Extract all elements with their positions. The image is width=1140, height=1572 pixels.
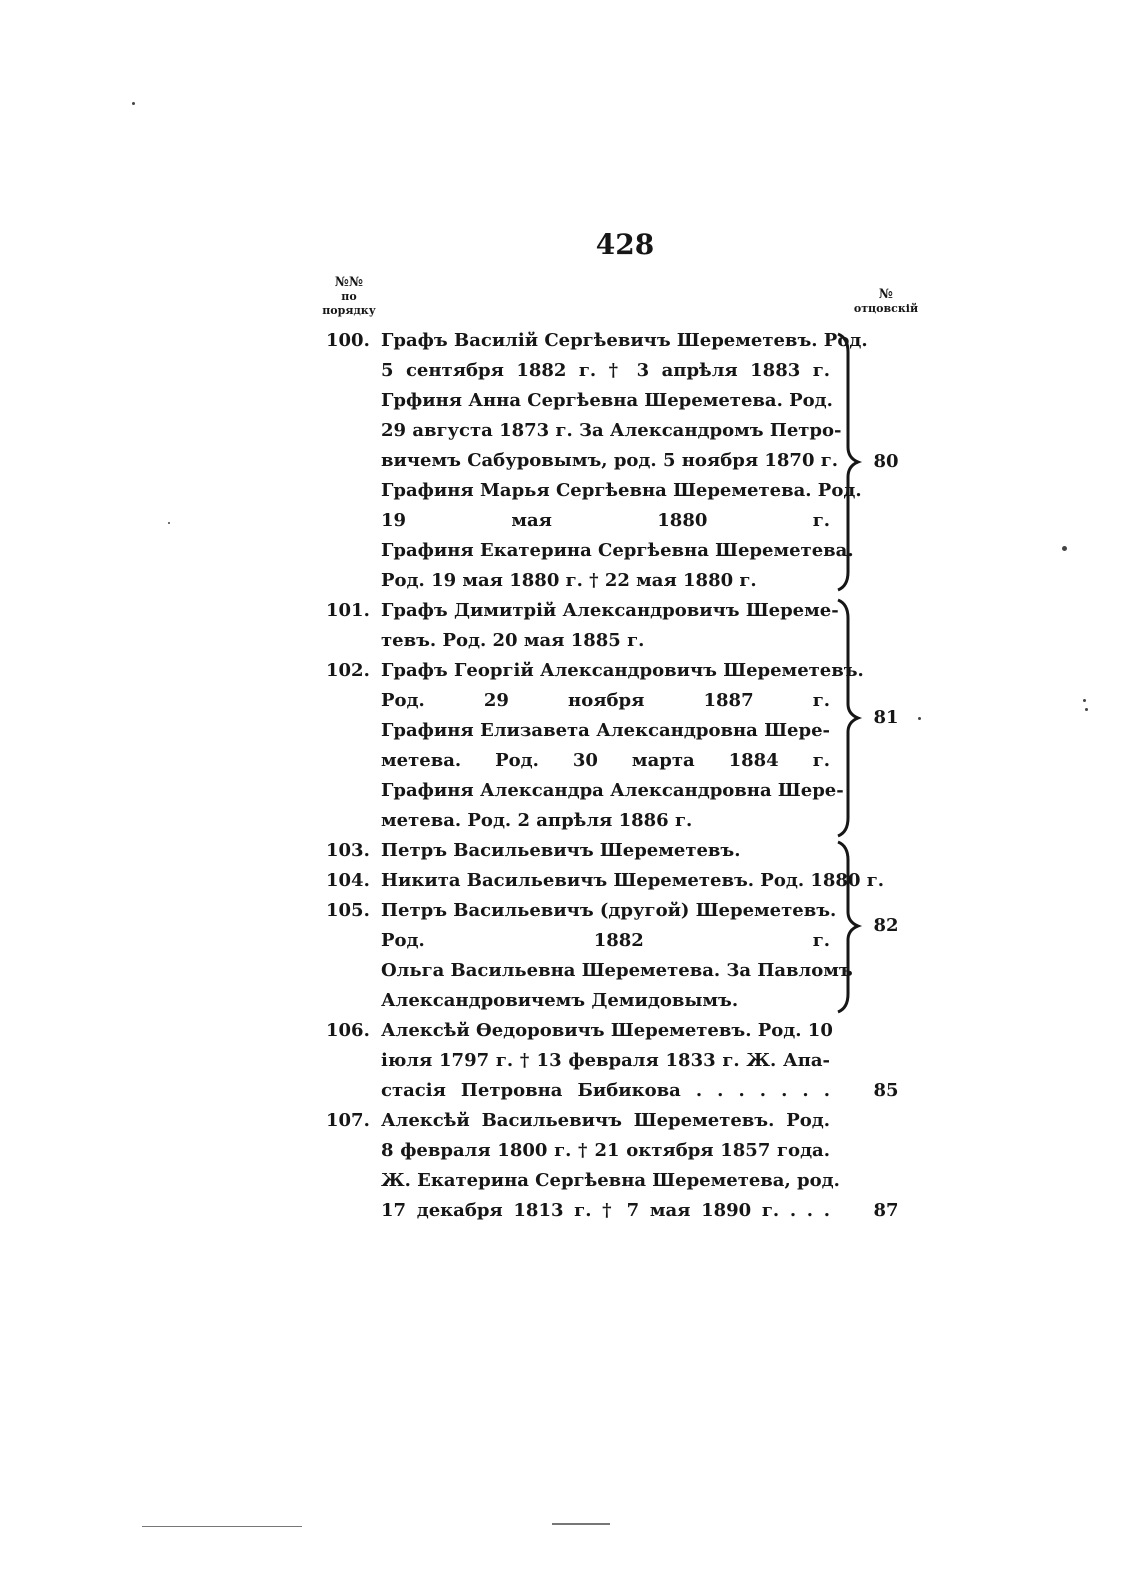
entry-line: Ж. Екатерина Сергѣевна Шереметева, род.: [381, 1170, 840, 1191]
father-number: 85: [873, 1080, 899, 1101]
scan-speck: [132, 102, 135, 105]
entry-number: 102.: [326, 660, 370, 681]
entry-line: Графиня Александра Александровна Шере-: [381, 780, 844, 801]
entry-line: Род. 29 ноября 1887 г.: [381, 690, 830, 711]
entry-number: 106.: [326, 1020, 370, 1041]
entry-line: Алексѣй Ѳедоровичъ Шереметевъ. Род. 10: [381, 1020, 833, 1041]
entry-line: Грфиня Анна Сергѣевна Шереметева. Род.: [381, 390, 833, 411]
entry-line: Графиня Елизавета Александровна Шере-: [381, 720, 830, 741]
entry-line: Род. 1882 г.: [381, 930, 830, 951]
entry-line: Александровичемъ Демидовымъ.: [381, 990, 739, 1011]
entry-line: Графиня Екатерина Сергѣевна Шереметева.: [381, 540, 854, 561]
entry-line: стасія Петровна Бибикова . . . . . . .: [381, 1080, 830, 1101]
father-number-group-81: 81: [873, 707, 899, 728]
entry-line: Графъ Георгій Александровичъ Шереметевъ.: [381, 660, 864, 681]
scan-speck: [918, 717, 921, 720]
entry-line: Петръ Васильевичъ Шереметевъ.: [381, 840, 741, 861]
entry-number: 107.: [326, 1110, 370, 1131]
page-number: 428: [595, 228, 655, 261]
entry-line: метева. Род. 2 апрѣля 1886 г.: [381, 810, 693, 831]
entry-line: 8 февраля 1800 г. † 21 октября 1857 года.: [381, 1140, 830, 1161]
entry-line: Петръ Васильевичъ (другой) Шереметевъ.: [381, 900, 837, 921]
father-number-group-82: 82: [873, 915, 899, 936]
entry-line: Никита Васильевичъ Шереметевъ. Род. 1880 г.: [381, 870, 885, 891]
entry-line: Графъ Димитрій Александровичъ Шереме-: [381, 600, 839, 621]
order-number-header-line2: порядку: [322, 304, 376, 317]
entry-number: 101.: [326, 600, 370, 621]
scan-edge-line: [552, 1523, 610, 1525]
entry-line: Ольга Васильевна Шереметева. За Павломъ: [381, 960, 853, 981]
father-number: 87: [873, 1200, 899, 1221]
entry-line: 17 декабря 1813 г. † 7 мая 1890 г. . . .: [381, 1200, 830, 1221]
entry-number: 105.: [326, 900, 370, 921]
father-number-group-80: 80: [873, 451, 899, 472]
order-number-header-line1: по: [341, 290, 357, 303]
entry-line: 29 августа 1873 г. За Александромъ Петро-: [381, 420, 842, 441]
bracket-group-80: [838, 334, 858, 590]
entry-line: метева. Род. 30 марта 1884 г.: [381, 750, 830, 771]
entry-line: Род. 19 мая 1880 г. † 22 мая 1880 г.: [381, 570, 757, 591]
entry-line: Графиня Марья Сергѣевна Шереметева. Род.: [381, 480, 862, 501]
scan-speck: [1085, 708, 1088, 711]
scan-edge-line: [142, 1526, 302, 1527]
order-number-sign: №№: [334, 275, 364, 290]
father-number-sign: №: [878, 287, 894, 302]
entry-line: вичемъ Сабуровымъ, род. 5 ноября 1870 г.: [381, 450, 839, 471]
scan-speck: [168, 522, 170, 524]
father-number-header-line1: отцовскій: [853, 302, 919, 315]
entry-line: іюля 1797 г. † 13 февраля 1833 г. Ж. Апа-: [381, 1050, 830, 1071]
bracket-group-82: [838, 842, 858, 1012]
entry-number: 104.: [326, 870, 370, 891]
entry-number: 103.: [326, 840, 370, 861]
entry-line: 5 сентября 1882 г. † 3 апрѣля 1883 г.: [381, 360, 830, 381]
entry-line: Алексѣй Васильевичъ Шереметевъ. Род.: [381, 1110, 830, 1131]
scan-speck: [1083, 699, 1086, 702]
entry-number: 100.: [326, 330, 370, 351]
scan-speck: [1062, 546, 1067, 551]
entry-line: Графъ Василій Сергѣевичъ Шереметевъ. Род.: [381, 330, 868, 351]
bracket-group-81: [838, 600, 858, 836]
entry-line: тевъ. Род. 20 мая 1885 г.: [381, 630, 645, 651]
entry-line: 19 мая 1880 г.: [381, 510, 830, 531]
